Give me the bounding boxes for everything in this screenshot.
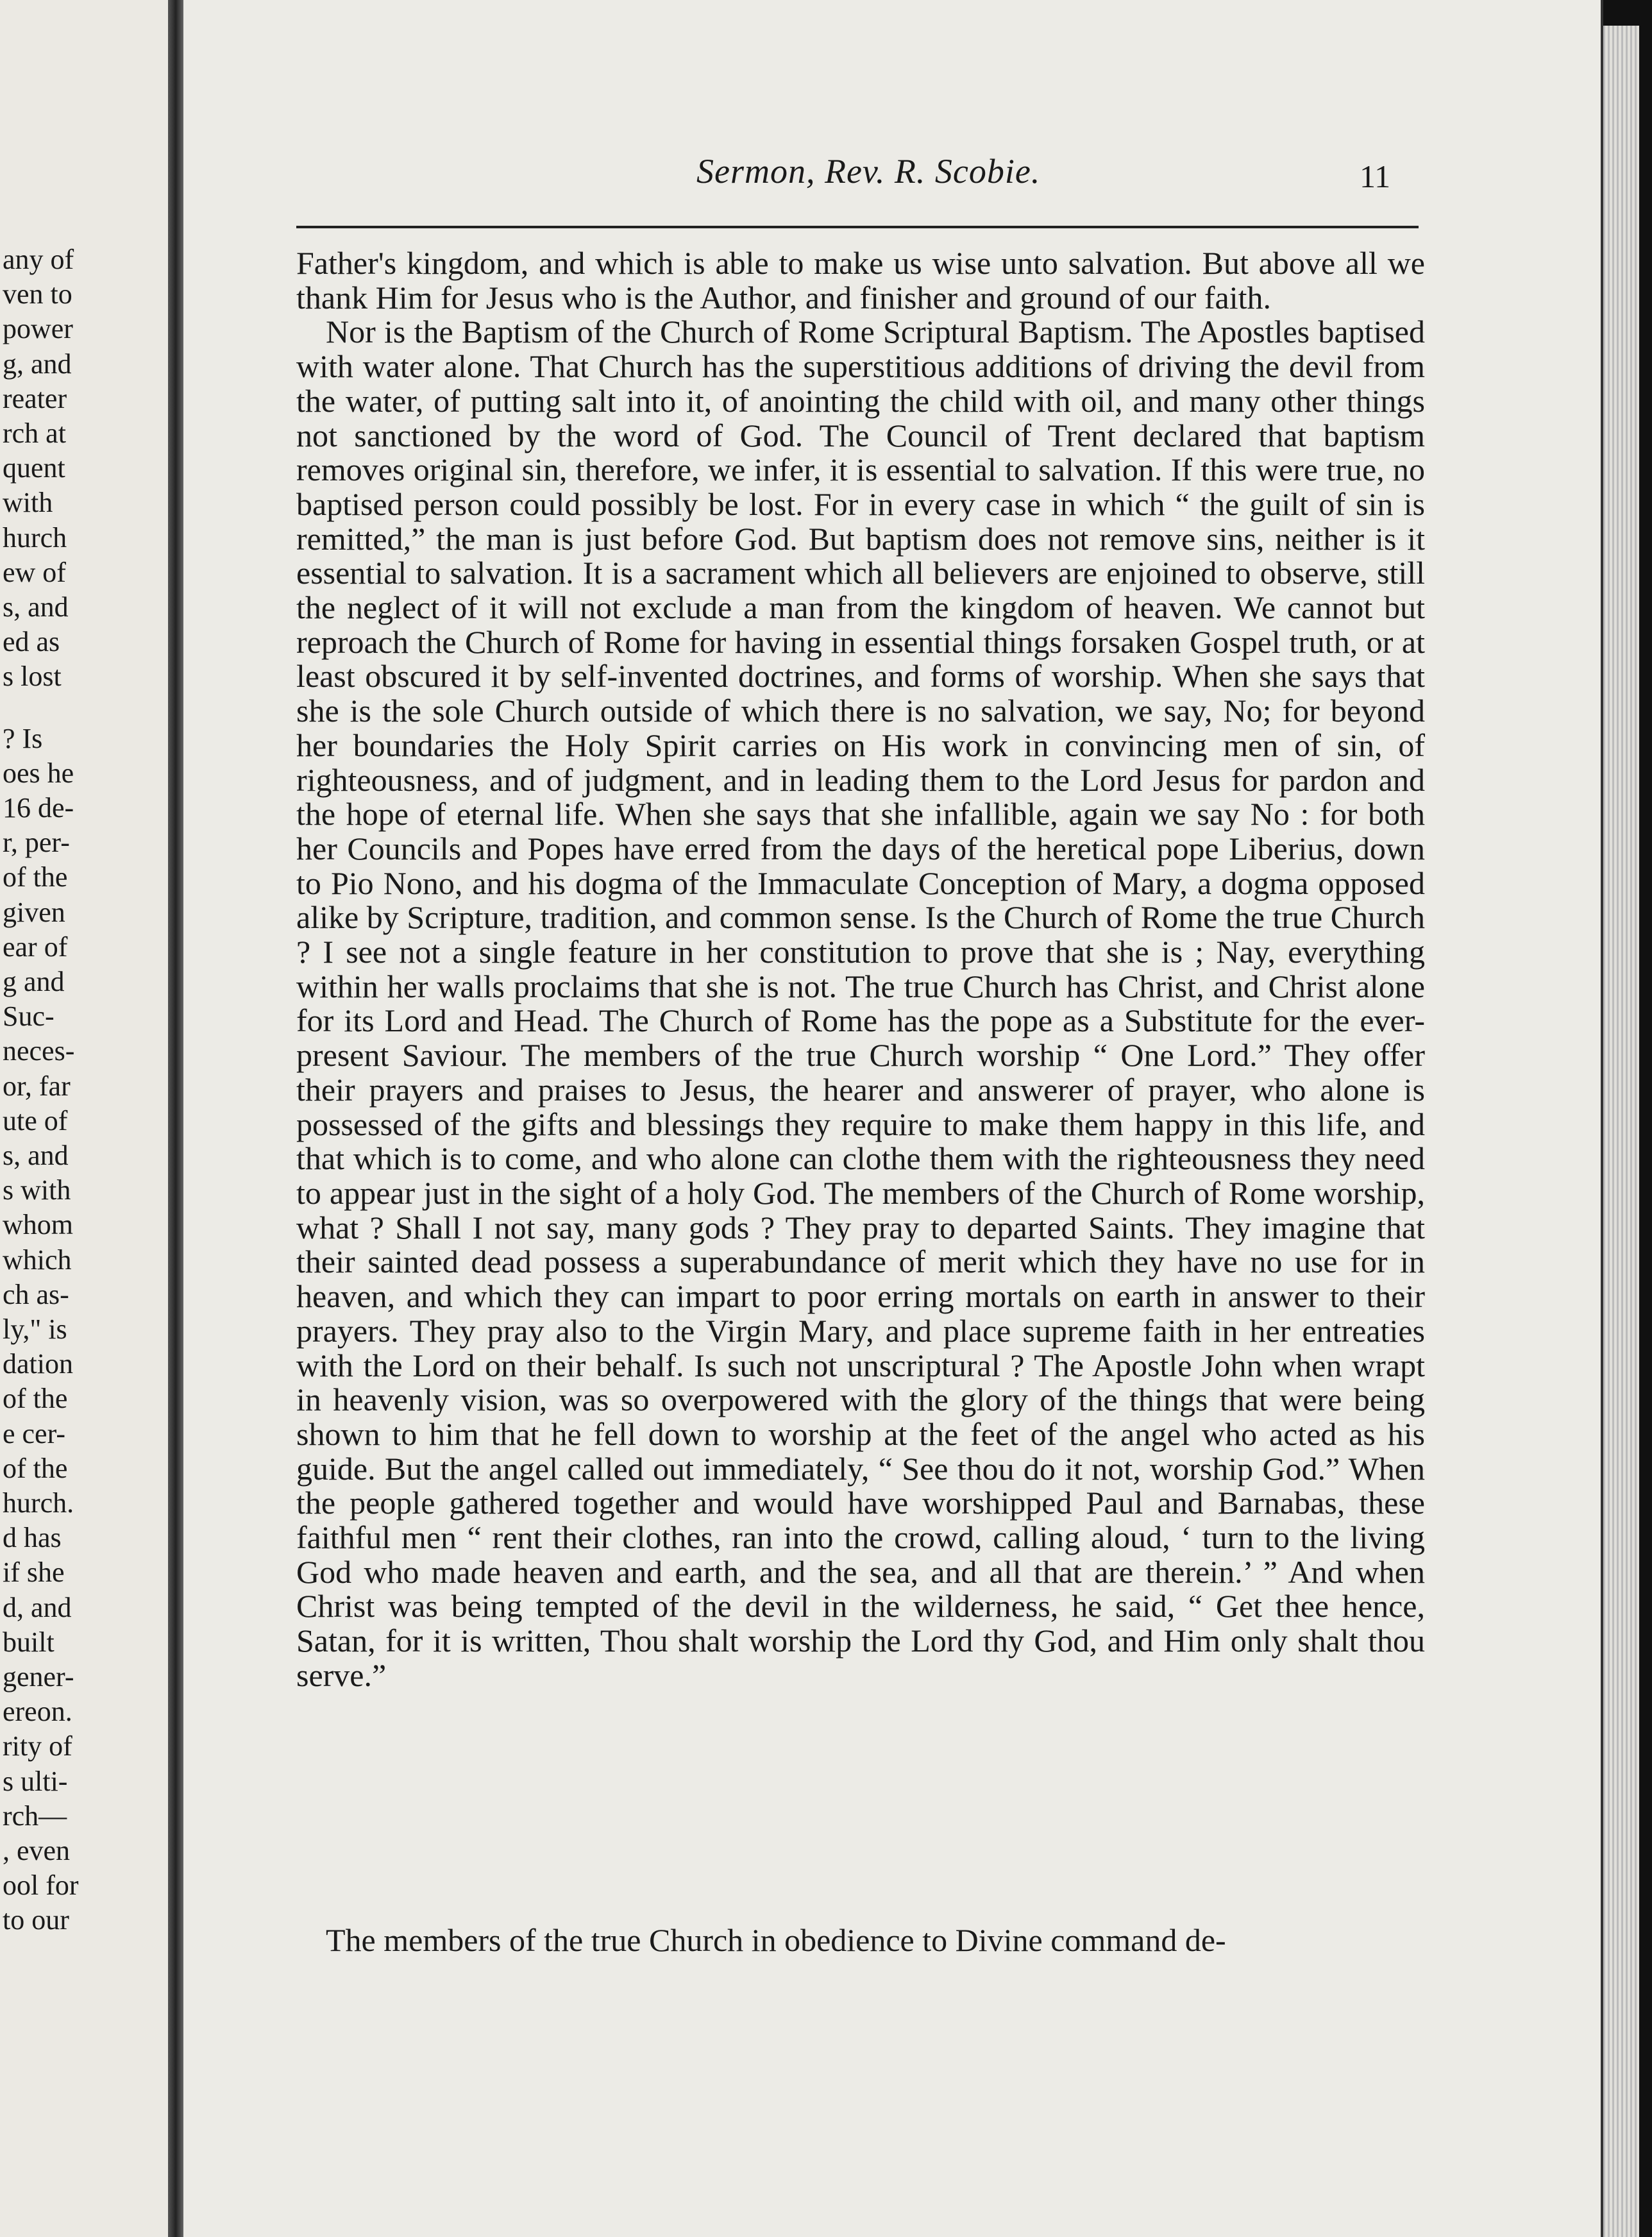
paragraph-continued: Father's kingdom, and which is able to make us wise unto salvation. But above all we thank Him for Jesus who is the Author, and finisher and ground of our faith.	[296, 245, 1425, 316]
running-head: Sermon, Rev. R. Scobie.	[696, 152, 1041, 190]
left-page-line: hurch.	[3, 1487, 74, 1519]
left-page-line: d, and	[3, 1591, 72, 1623]
left-page-line: given	[3, 896, 65, 928]
left-page-line: s, and	[3, 591, 69, 623]
left-page-line: e cer-	[3, 1417, 66, 1449]
left-page-line: , even	[3, 1835, 71, 1866]
left-page-line: power	[3, 313, 73, 345]
left-page-line: ? Is	[3, 722, 43, 754]
left-page-line: which	[3, 1244, 72, 1276]
left-page-line: ute of	[3, 1104, 68, 1136]
left-page-line: s ulti-	[3, 1765, 68, 1797]
left-page-line: reater	[3, 382, 67, 414]
left-page-line: Suc-	[3, 1000, 55, 1033]
left-page-line: of the	[3, 861, 68, 893]
left-page-line: quent	[3, 452, 65, 484]
left-page-line: rch at	[3, 418, 66, 449]
left-page-line: ven to	[3, 278, 72, 310]
left-page-line: to our	[3, 1904, 69, 1936]
left-page-line: g, and	[3, 348, 72, 380]
sermon-body	[296, 246, 1425, 1693]
left-page-line: whom	[3, 1209, 73, 1241]
left-page-line: of the	[3, 1383, 68, 1415]
left-page-line: built	[3, 1626, 55, 1658]
left-page-line: neces-	[3, 1035, 75, 1067]
left-page-line: or, far	[3, 1070, 71, 1102]
left-page-line: with	[3, 487, 53, 519]
left-page-line: ch as-	[3, 1278, 69, 1310]
left-page-line: r, per-	[3, 827, 70, 859]
paragraph-last-line: The members of the true Church in obedience to Divine command de-	[326, 1922, 1226, 1958]
page-edges	[1603, 26, 1639, 2237]
left-page-line: oes he	[3, 757, 74, 789]
left-page-line: ear of	[3, 931, 68, 963]
left-page-fragment	[0, 0, 172, 2237]
left-page-line: if she	[3, 1557, 65, 1589]
left-page-line: ew of	[3, 556, 66, 588]
left-page-line: 16 de-	[3, 792, 74, 823]
left-page-line: hurch	[3, 521, 67, 553]
left-page-line: rch—	[3, 1800, 67, 1832]
left-page-line: d has	[3, 1522, 62, 1554]
left-page-line: ed as	[3, 626, 60, 658]
left-page-line: g and	[3, 966, 65, 997]
left-page-line: dation	[3, 1348, 73, 1380]
left-page-line: of the	[3, 1452, 68, 1484]
left-page-line: s with	[3, 1174, 71, 1206]
left-page-line: gener-	[3, 1661, 74, 1693]
left-page-line: ereon.	[3, 1696, 72, 1728]
paragraph-baptism: Nor is the Baptism of the Church of Rome Scriptural Baptism. The Apostles baptised with water alone. That Church has the superstitious additions of driving the devil from the water, of putting salt into it, of anointing the child with oil, and many other things not sanctioned by the word of God. The Council of Trent declared that baptism removes original sin, therefore, we infer, it is essential to salvation. If this were true, no baptised person could possibly be lost. For in every case in which “ the guilt of sin is remitted,” the man is just before God. But baptism does not remove sins, neither is it essential to salvation. It is a sacrament which all believers are enjoined to observe, still the neglect of it will not exclude a man from the kingdom of heaven. We cannot but reproach the Church of Rome for having in essential things forsaken Gospel truth, or at least obscured it by self-invented doctrines, and forms of worship. When she says that she is the sole Church outside of which there is no salvation, we say, No; for beyond her boundaries the Holy Spirit carries on His work in convincing men of sin, of righteousness, and of judgment, and in leading them to the Lord Jesus for pardon and the hope of eternal life. When she says that she infallible, again we say No : for both her Councils and Popes have erred from the days of the heretical pope Liberius, down to Pio Nono, and his dogma of the Immaculate Conception of Mary, a dogma opposed alike by Scripture, tradition, and common sense. Is the Church of Rome the true Church ? I see not a single feature in her constitution to prove that she is ; Nay, everything within her walls proclaims that she is not. The true Church has Christ, and Christ alone for its Lord and Head. The Church of Rome has the pope as a Substitute for the ever-present Saviour. The members of the true Church worship “ One Lord.” They offer their prayers and praises to Jesus, the hearer and answerer of prayer, who alone is possessed of the gifts and blessings they require to make them happy in this life, and that which is to come, and who alone can clothe them with the righteousness they need to appear just in the sight of a holy God. The members of the Church of Rome worship, what ? Shall I not say, many gods ? They pray to departed Saints. They imagine that their sainted dead possess a superabundance of merit which they have no use for in heaven, and which they can impart to poor erring mortals on earth in answer to their prayers. They pray also to the Virgin Mary, and place supreme faith in her entreaties with the Lord on their behalf. Is such not unscriptural ? The Apostle John when wrapt in heavenly vision, was so overpowered with the glory of the things that were being shown to him that he fell down to worship at the feet of the angel who acted as his guide. But the angel called out immediately, “ See thou do it not, worship God.” When the people gathered together and would have worshipped Paul and Barnabas, these faithful men “ rent their clothes, ran into the crowd, calling aloud, ‘ turn to the living God who made heaven and earth, and the sea, and all that are therein.’ ” And when Christ was being tempted of the devil in the wilderness, he said, “ Get thee hence, Satan, for it is written, Thou shalt worship the Lord thy God, and Him only shalt thou serve.”	[296, 314, 1425, 1693]
header-rule	[296, 226, 1419, 228]
left-page-line: s lost	[3, 661, 62, 693]
left-page-line: any of	[3, 244, 74, 275]
left-page-line: ool for	[3, 1870, 79, 1902]
page-number: 11	[1360, 158, 1391, 194]
left-page-line: rity of	[3, 1730, 72, 1762]
left-page-line: s, and	[3, 1140, 69, 1171]
book-gutter	[168, 0, 183, 2237]
left-page-line: ly," is	[3, 1313, 67, 1345]
